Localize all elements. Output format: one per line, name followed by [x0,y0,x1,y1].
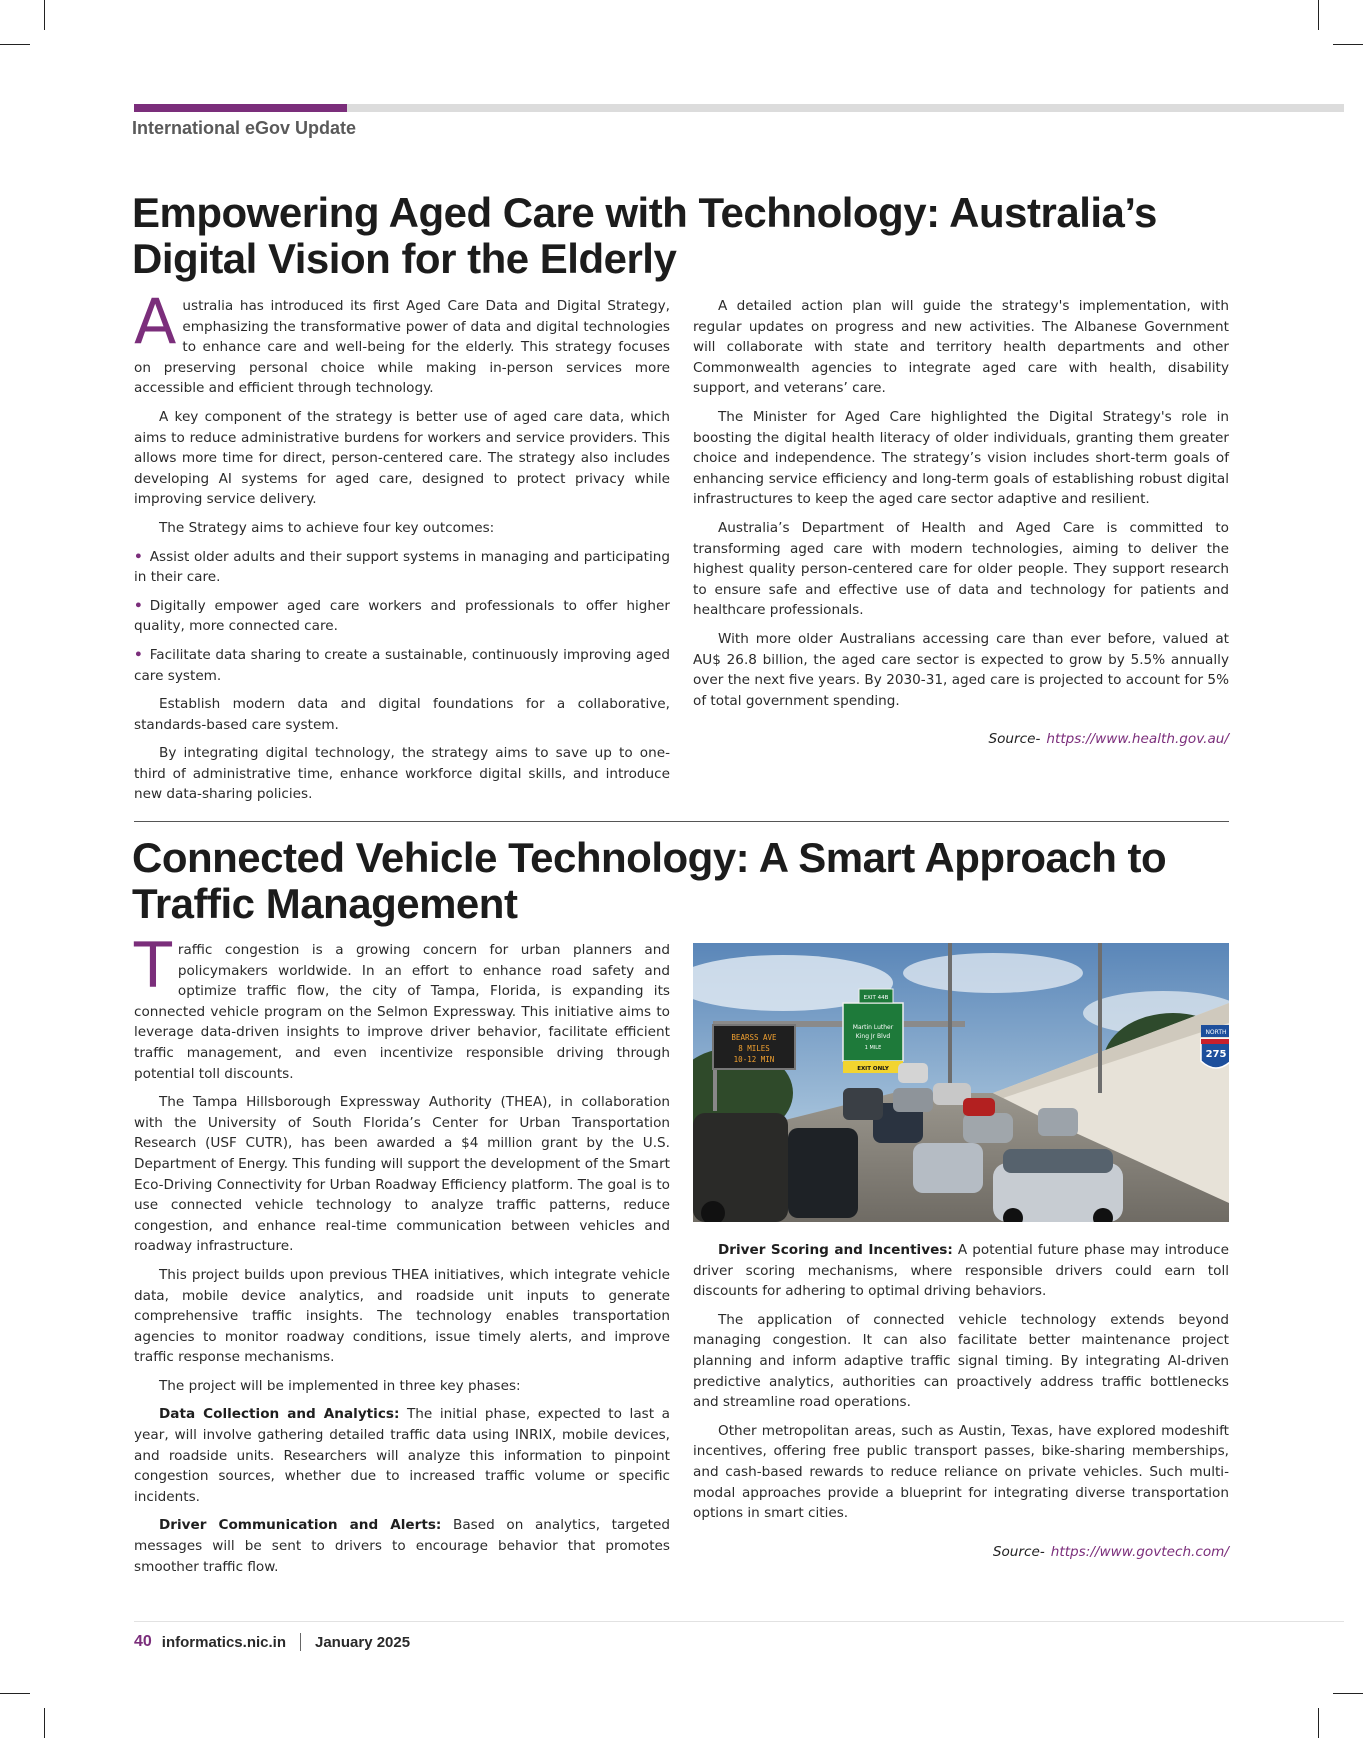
article2-paragraph: Traffic congestion is a growing concern for urban planners and policymakers worldwide. In an effort to enhance road safety and optimize traffic flow, the city of Tampa, Florida, is expanding its connected vehicle program on the Selmon Expressway. This initiative aims to leverage data-driven insights to improve driver behavior, facilitate efficient traffic management, and even incentivize responsible driving through potential toll discounts. [134,929,670,1082]
crop-mark [1333,1693,1363,1694]
phase-label: Driver Communication and Alerts: [159,1517,442,1534]
header-accent-rule [134,104,347,112]
bullet-icon: • [134,646,143,663]
footer-site: informatics.nic.in [161,1633,286,1651]
article1-paragraph: A detailed action plan will guide the strategy's implementation, with regular updates on progress and new activities. The Albanese Government will collaborate with state and territory health departments and other Commonwealth agencies to integrate aged care with health, disability support, and veterans’ care. [693,298,1229,397]
bullet-icon: • [134,548,143,565]
article2-paragraph: This project builds upon previous THEA initiatives, which integrate vehicle data, mobile device analytics, and roadside unit inputs to generate comprehensive traffic insights. The technology enables transportation agencies to monitor roadway conditions, issue timely alerts, and improve traffic response mechanisms. [134,1266,670,1366]
article2-paragraph: The Tampa Hillsborough Expressway Authority (THEA), in collaboration with the University of South Florida’s Center for Urban Transportation Research (USF CUTR), has been awarded a $4 million grant by the U.S. Department of Energy. This funding will support the development of the Smart Eco-Driving Connectivity for Urban Roadway Efficiency platform. The goal is to use connected vehicle technology to analyze traffic patterns, reduce congestion, and enhance real-time communication between vehicles and roadway infrastructure. [134,1094,670,1255]
dropcap: A [134,285,177,358]
article1-title: Empowering Aged Care with Technology: Australia’s Digital Vision for the Elderly [132,189,1157,282]
article2-paragraph: Other metropolitan areas, such as Austin, Texas, have explored modeshift incentives, offering free public transport passes, bike-sharing memberships, and cash-based rewards to reduce reliance on private vehicles. Such multi-modal approaches provide a blueprint for integrating diverse transportation options in smart cities. [693,1422,1229,1522]
source-link[interactable]: https://www.health.gov.au/ [1046,731,1229,748]
article2-paragraph: The application of connected vehicle technology extends beyond managing congestion. It can also facilitate better maintenance project planning and inform adaptive traffic signal timing. By integrating AI-driven predictive analytics, authorities can proactively address traffic bottlenecks and streamline road operations. [693,1311,1229,1411]
page-footer [134,1633,410,1651]
source-link[interactable]: https://www.govtech.com/ [1050,1543,1229,1560]
article1-paragraph: A key component of the strategy is better use of aged care data, which aims to reduce administrative burdens for workers and service providers. This allows more time for direct, person-centered care. The strategy also includes developing AI systems for aged care, designed to protect privacy while improving service delivery. [134,408,670,508]
green-sign-line: 1 MILE [864,1045,882,1051]
crop-mark [44,0,45,30]
article1-paragraph: Australia’s Department of Health and Aged Care is committed to transforming aged care with modern technologies, aiming to deliver the highest quality person-centered care for older people. They support research to ensure safe and effective use of data and technology for patients and healthcare professionals. [693,519,1229,619]
footer-rule [134,1621,1344,1622]
article2-source: Source- https://www.govtech.com/ [992,1543,1229,1560]
green-sign-line: Martin Luther [852,1024,894,1031]
traffic-photo [693,943,1229,1222]
article1-paragraph: By integrating digital technology, the strategy aims to save up to one-third of administrative time, enhance workforce digital skills, and introduce new data-sharing policies. [134,745,670,803]
footer-separator [300,1633,301,1651]
crop-mark [0,1693,30,1694]
green-sign-line: King Jr Blvd [855,1033,891,1040]
crop-mark [44,1708,45,1738]
bullet-icon: • [134,597,143,614]
page-number: 40 [134,1633,152,1650]
article-divider [134,821,1229,822]
article2-title: Connected Vehicle Technology: A Smart Approach to Traffic Management [132,834,1167,927]
article1-paragraph: Australia has introduced its first Aged Care Data and Digital Strategy, emphasizing the transformative power of data and digital technologies to enhance care and well-being for the elderly. This strategy focuses on preserving personal choice while making in-person services more accessible and efficient through technology. [134,285,670,397]
dropcap: T [134,929,172,1002]
article1-source: Source- https://www.health.gov.au/ [988,731,1229,748]
vms-line: 10-12 MIN [733,1055,775,1064]
phase-paragraph: Driver Scoring and Incentives: A potential future phase may introduce driver scoring mechanisms, where responsible drivers could earn toll discounts for adhering to optimal driving behaviors. [693,1242,1229,1300]
crop-mark [1318,1708,1319,1738]
article2-left-column [134,929,671,1585]
vms-line: 8 MILES [738,1044,770,1053]
article1-left-column [134,285,670,813]
bullet-item: • Facilitate data sharing to create a sustainable, continuously improving aged care system. [134,646,670,684]
phase-label: Data Collection and Analytics: [159,1406,400,1423]
section-label: International eGov Update [132,118,357,138]
phase-label: Driver Scoring and Incentives: [718,1242,953,1258]
bullet-item: • Digitally empower aged care workers and professionals to offer higher quality, more connected care. [134,597,670,635]
crop-mark [0,44,30,45]
phase-paragraph: Driver Communication and Alerts: Based on analytics, targeted messages will be sent to drivers to encourage behavior that promotes smoother traffic flow. [134,1517,671,1575]
interstate-direction: NORTH [1205,1029,1227,1036]
crop-mark [1333,44,1363,45]
article1-right-column [693,296,1229,750]
footer-date: January 2025 [315,1633,411,1651]
phase-paragraph: Data Collection and Analytics: The initial phase, expected to last a year, will involve gathering detailed traffic data using INRIX, mobile devices, and roadside units. Researchers will analyze this information to pinpoint congestion sources, whether due to increased traffic volume or specific incidents. [134,1406,670,1505]
bullet-item: • Assist older adults and their support systems in managing and participating in their care. [134,548,670,586]
crop-mark [1318,0,1319,30]
article1-paragraph: The Minister for Aged Care highlighted the Digital Strategy's role in boosting the digital health literacy of older individuals, granting them greater choice and independence. The strategy’s vision includes short-term goals of enhancing service efficiency and long-term goals of establishing robust digital infrastructures to keep the aged care sector adaptive and resilient. [693,408,1229,508]
article1-paragraph: With more older Australians accessing care than ever before, valued at AU$ 26.8 billion, the aged care sector is expected to grow by 5.5% annually over the next five years. By 2030-31, aged care is projected to account for 5% of total government spending. [693,630,1229,709]
vms-line: BEARSS AVE [731,1033,777,1042]
interstate-number: 275 [1205,1049,1227,1060]
article2-right-column [693,1240,1229,1562]
exit-tab-text: EXIT 44B [863,995,889,1001]
exit-only-text: EXIT ONLY [857,1066,889,1072]
article1-paragraph: The Strategy aims to achieve four key outcomes: [159,519,495,536]
article1-paragraph: Establish modern data and digital foundations for a collaborative, standards-based care system. [134,696,670,733]
article2-paragraph: The project will be implemented in three key phases: [159,1377,521,1394]
